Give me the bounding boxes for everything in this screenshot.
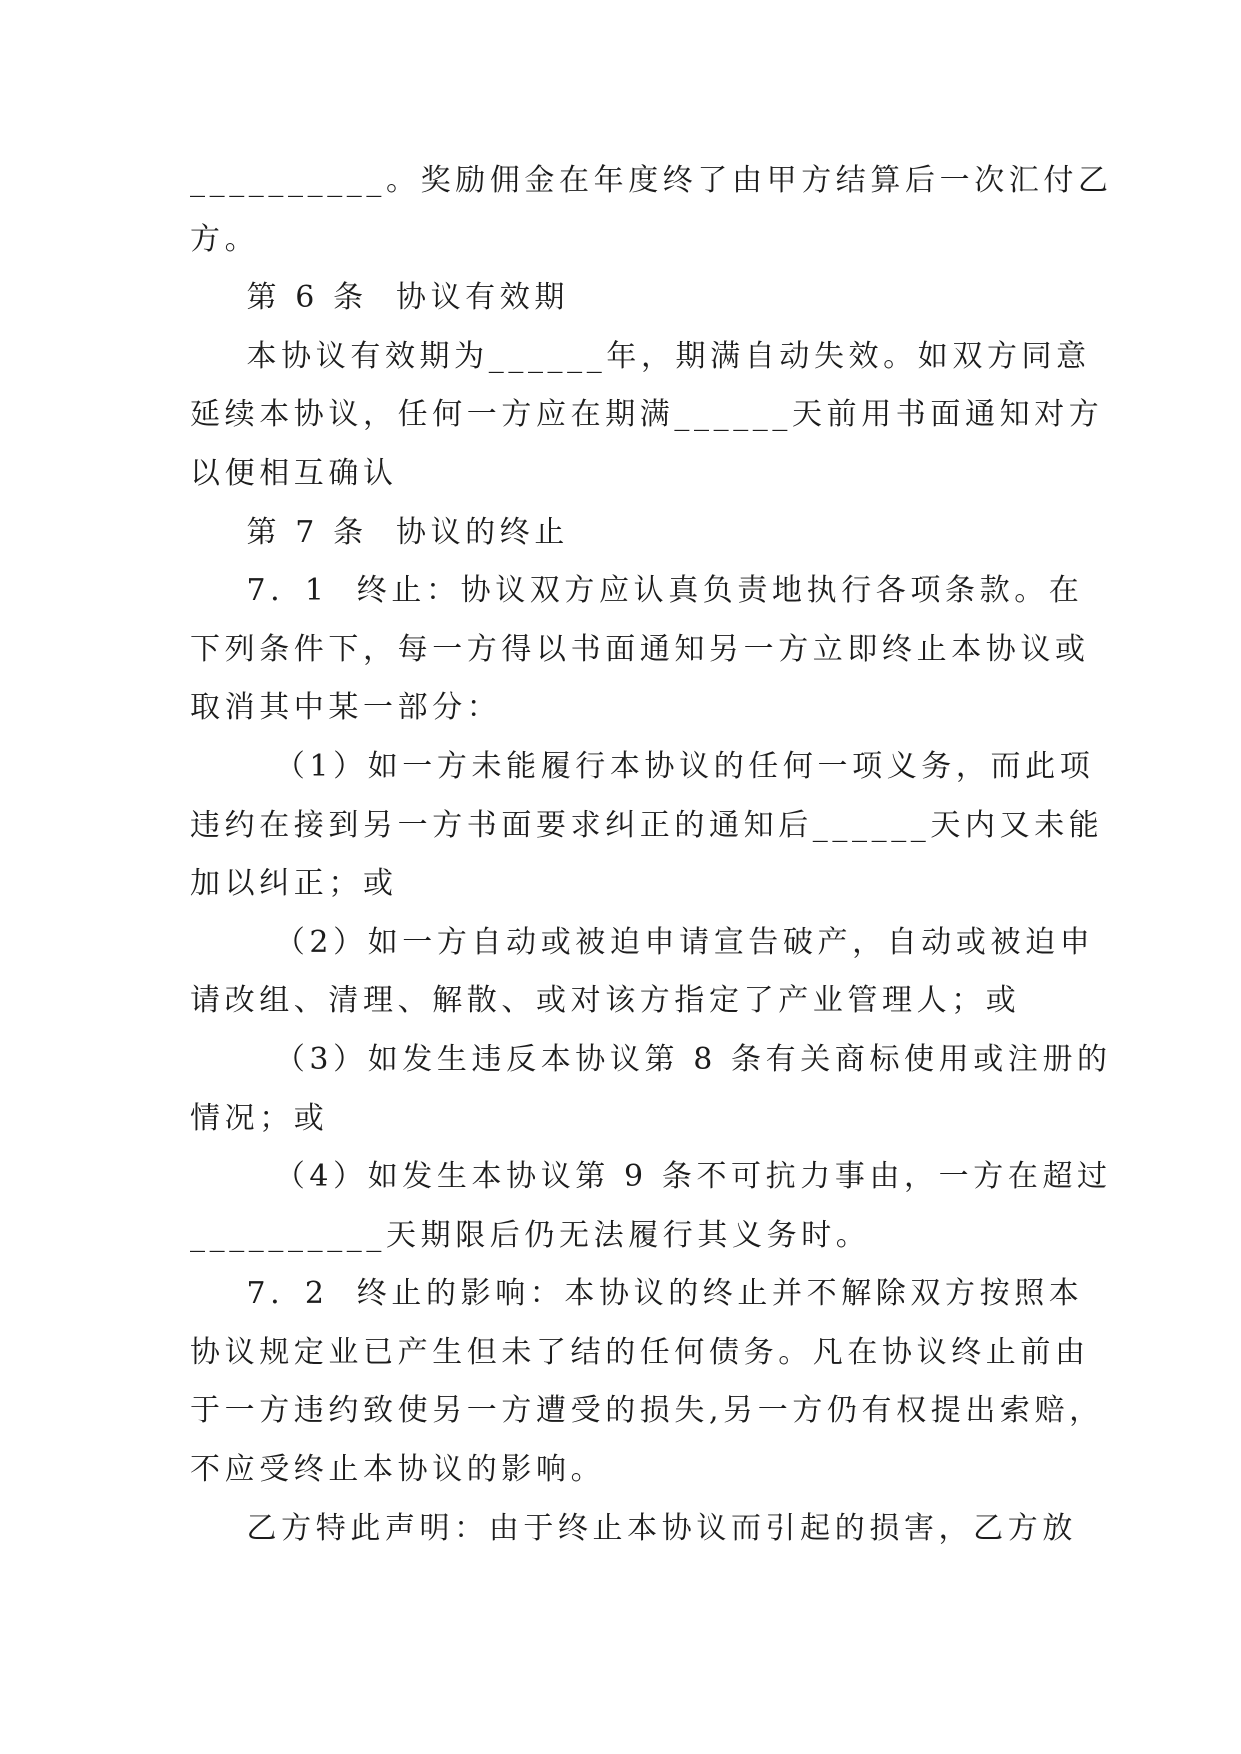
contract-text [190, 152, 1113, 1558]
text-line: 协议规定业已产生但未了结的任何债务。凡在协议终止前由 [190, 1334, 1090, 1370]
text-line: 7．2 终止的影响：本协议的终止并不解除双方按照本 [190, 1276, 1084, 1312]
text-line: 乙方特此声明：由于终止本协议而引起的损害，乙方放 [190, 1510, 1077, 1546]
text-line: 本协议有效期为______年，期满自动失效。如双方同意 [190, 338, 1091, 374]
text-line: （1）如一方未能履行本协议的任何一项义务，而此项 [190, 748, 1095, 784]
text-line: 加以纠正；或 [190, 866, 398, 902]
text-line: 情况；或 [190, 1100, 329, 1136]
text-line: 7．1 终止：协议双方应认真负责地执行各项条款。在 [190, 573, 1084, 609]
text-line: （2）如一方自动或被迫申请宣告破产，自动或被迫申 [190, 924, 1095, 960]
text-line: 延续本协议，任何一方应在期满______天前用书面通知对方 [190, 397, 1104, 433]
text-line: 违约在接到另一方书面要求纠正的通知后______天内又未能 [190, 807, 1104, 843]
text-line: 不应受终止本协议的影响。 [190, 1452, 606, 1488]
text-line: 以便相互确认 [190, 455, 398, 491]
text-line: 请改组、清理、解散、或对该方指定了产业管理人；或 [190, 983, 1021, 1019]
text-line: __________天期限后仍无法履行其义务时。 [190, 1217, 871, 1253]
text-line: 于一方违约致使另一方遭受的损失,另一方仍有权提出索赔， [190, 1393, 1104, 1429]
text-line: （4）如发生本协议第 9 条不可抗力事由，一方在超过 [190, 1159, 1112, 1195]
text-line: 取消其中某一部分： [190, 690, 502, 726]
text-line: （3）如发生违反本协议第 8 条有关商标使用或注册的 [190, 1041, 1112, 1077]
text-line: 下列条件下，每一方得以书面通知另一方立即终止本协议或 [190, 631, 1090, 667]
text-line: 方。 [190, 221, 260, 257]
article-6-heading: 第 6 条 协议有效期 [190, 280, 569, 316]
article-7-heading: 第 7 条 协议的终止 [190, 514, 569, 550]
text-line: __________。奖励佣金在年度终了由甲方结算后一次汇付乙 [190, 163, 1113, 198]
